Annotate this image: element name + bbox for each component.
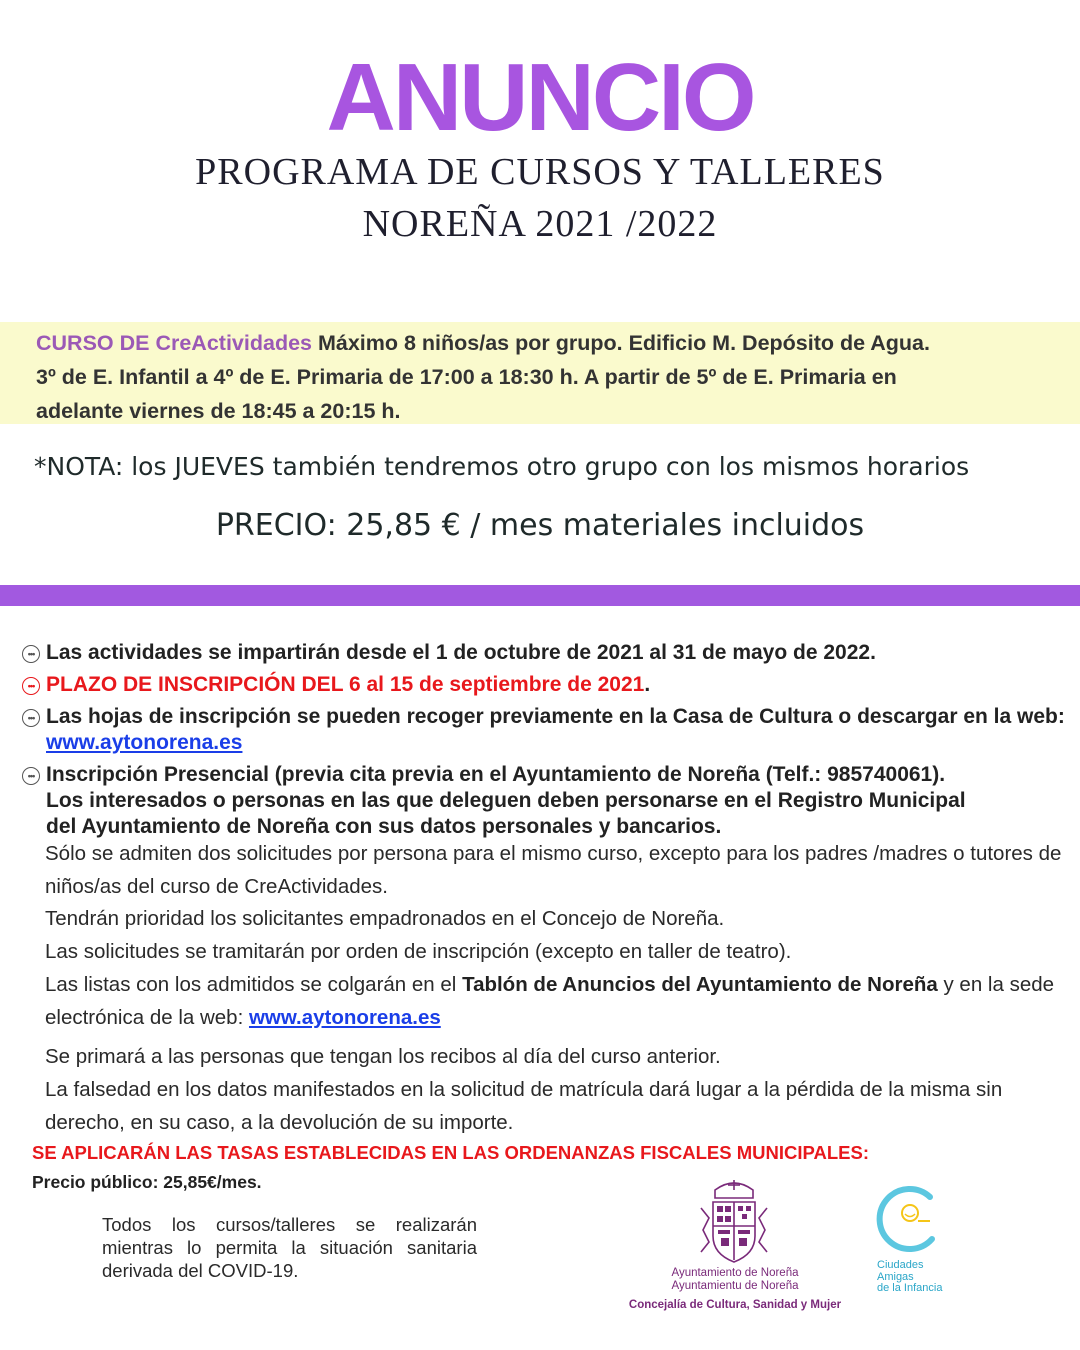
bullet-inscripcion-line-2: Los interesados o personas en las que deleguen deben personarse en el Registro Municipal (46, 789, 966, 812)
program-year: NOREÑA 2021 /2022 (362, 203, 718, 245)
org-name (640, 1267, 830, 1293)
tasas-heading: SE APLICARÁN LAS TASAS ESTABLECIDAS EN LAS ORDENANZAS FISCALES MUNICIPALES: (32, 1142, 869, 1163)
bullet-dates-text: Las actividades se impartirán desde el 1 de octubre de 2021 al 31 de mayo de 2022. (46, 641, 876, 664)
bullet-plazo-tail: . (644, 673, 651, 696)
info-listas-tablon: Tablón de Anuncios del Ayuntamiento de Noreña (462, 973, 938, 996)
info-recibos: Se primará a las personas que tengan los recibos al día del curso anterior. (45, 1045, 721, 1068)
coat-of-arms-icon (695, 1178, 773, 1268)
bullet-hojas-text: Las hojas de inscripción se pueden recoger previamente en la Casa de Cultura o descargar en la web: (46, 705, 1065, 728)
info-falsedad: La falsedad en los datos manifestados en la solicitud de matrícula dará lugar a la pérdida de la misma sin derecho, en su caso, a la devolución de su importe. (45, 1078, 1003, 1134)
ciudades-line-2: Amigas (877, 1270, 914, 1283)
ellipsis-circle-icon: ••• (22, 645, 40, 663)
page-title: ANUNCIO (326, 44, 754, 151)
ciudades-line-1: Ciudades (877, 1259, 924, 1271)
info-listas (45, 968, 1070, 1034)
precio-text: PRECIO: 25,85 € / mes materiales incluidos (215, 508, 865, 543)
course-line-1 (36, 326, 1060, 360)
bullet-inscripcion-line-1: Inscripción Presencial (previa cita previa en el Ayuntamiento de Noreña (Telf.: 985740061). (46, 763, 946, 786)
program-subtitle: PROGRAMA DE CURSOS Y TALLERES (195, 151, 885, 193)
precio-publico: Precio público: 25,85€/mes. (32, 1172, 262, 1192)
bullet-hojas (22, 704, 1072, 756)
info-orden: Las solicitudes se tramitarán por orden de inscripción (excepto en taller de teatro). (45, 940, 792, 963)
course-group-info: Máximo 8 niños/as por grupo. Edificio M. Depósito de Agua. (312, 331, 930, 355)
web-link[interactable]: www.aytonorena.es (46, 731, 243, 754)
ciudades-line-3: de la Infancia (877, 1282, 943, 1294)
bullet-plazo (22, 672, 1072, 698)
course-line-3: adelante viernes de 18:45 a 20:15 h. (36, 399, 401, 423)
info-solicitudes: Sólo se admiten dos solicitudes por persona para el mismo curso, excepto para los padres /madres o tutores de niños/as del curso de CreActividades. (45, 842, 1062, 898)
info-prioridad: Tendrán prioridad los solicitantes empadronados en el Concejo de Noreña. (45, 907, 725, 930)
info-listas-mid: y en la sede electrónica de la web: (45, 973, 1055, 1029)
bullet-plazo-text: PLAZO DE INSCRIPCIÓN DEL 6 al 15 de septiembre de 2021 (46, 673, 645, 696)
nota-text: *NOTA: los JUEVES también tendremos otro grupo con los mismos horarios (34, 452, 970, 481)
course-name: CURSO DE CreActividades (36, 331, 312, 355)
ciudades-amigas-text (877, 1260, 942, 1295)
ellipsis-circle-icon: ••• (22, 767, 40, 785)
org-name-line-1: Ayuntamiento de Noreña (671, 1267, 799, 1279)
course-highlight-band (0, 322, 1080, 424)
ellipsis-circle-icon: ••• (22, 709, 40, 727)
web-link-2[interactable]: www.aytonorena.es (248, 1006, 441, 1029)
covid-notice: Todos los cursos/talleres se realizarán mientras lo permita la situación sanitaria derivada del COVID-19. (102, 1214, 477, 1281)
purple-divider (0, 585, 1080, 606)
info-listas-pre: Las listas con los admitidos se colgarán en el (45, 973, 463, 996)
concejalia-name: Concejalía de Cultura, Sanidad y Mujer (628, 1299, 842, 1311)
org-name-line-2: Ayuntamientu de Noreña (671, 1280, 799, 1292)
course-line-2: 3º de E. Infantil a 4º de E. Primaria de 17:00 a 18:30 h. A partir de 5º de E. Primaria en (36, 365, 897, 389)
ellipsis-circle-icon: ••• (22, 677, 40, 695)
bullet-inscripcion-line-3: del Ayuntamiento de Noreña con sus datos personales y bancarios. (46, 815, 722, 838)
ciudades-amigas-logo-icon (870, 1177, 950, 1257)
bullet-dates (22, 640, 1072, 666)
bullet-inscripcion (22, 762, 1072, 840)
bullet-list (22, 640, 1072, 846)
